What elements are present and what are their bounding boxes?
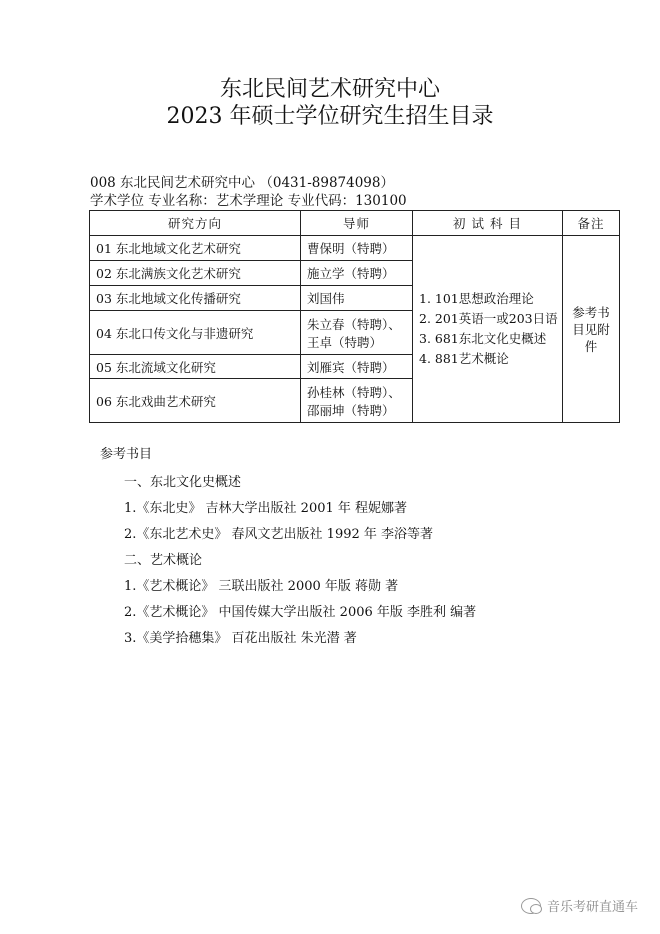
advisor-cell: 朱立春（特聘）、王卓（特聘）	[301, 311, 413, 355]
table-row	[90, 236, 620, 261]
note-cell: 参考书目见附件	[563, 236, 620, 423]
direction-cell: 02 东北满族文化艺术研究	[90, 261, 301, 286]
direction-cell: 05 东北流域文化研究	[90, 355, 301, 379]
exam-subject: 4. 881艺术概论	[419, 351, 509, 366]
direction-cell: 03 东北地域文化传播研究	[90, 286, 301, 311]
header-direction: 研究方向	[90, 211, 301, 236]
exam-subject: 1. 101思想政治理论	[419, 291, 534, 306]
major-info: 学术学位 专业名称：艺术学理论 专业代码：130100	[90, 193, 407, 209]
exam-subjects-cell	[413, 236, 563, 423]
advisor-cell: 刘雁宾（特聘）	[301, 355, 413, 379]
header-advisor: 导师	[301, 211, 413, 236]
header-subjects: 初 试 科 目	[413, 211, 563, 236]
reference-item: 1.《东北史》 吉林大学出版社 2001 年 程妮娜著	[124, 501, 408, 516]
table-header-row	[90, 211, 620, 236]
advisor-cell: 刘国伟	[301, 286, 413, 311]
department-info: 008 东北民间艺术研究中心 （0431-89874098）	[90, 175, 394, 191]
catalog-table	[89, 210, 620, 423]
direction-cell: 01 东北地域文化艺术研究	[90, 236, 301, 261]
reference-section-title: 二、艺术概论	[124, 553, 203, 568]
page-title: 东北民间艺术研究中心	[219, 77, 440, 102]
advisor-cell: 施立学（特聘）	[301, 261, 413, 286]
advisor-cell: 曹保明（特聘）	[301, 236, 413, 261]
reference-item: 2.《东北艺术史》 春风文艺出版社 1992 年 李浴等著	[124, 527, 434, 542]
wechat-icon	[521, 898, 541, 914]
reference-item: 1.《艺术概论》 三联出版社 2000 年版 蒋勋 著	[124, 579, 399, 594]
reference-item: 2.《艺术概论》 中国传媒大学出版社 2006 年版 李胜利 编著	[124, 605, 477, 620]
page-subtitle: 2023 年硕士学位研究生招生目录	[166, 104, 494, 129]
direction-cell: 04 东北口传文化与非遗研究	[90, 311, 301, 355]
exam-subject: 2. 201英语一或203日语	[419, 311, 558, 326]
watermark	[521, 896, 638, 915]
watermark-text: 音乐考研直通车	[546, 900, 638, 915]
exam-subject: 3. 681东北文化史概述	[419, 331, 547, 346]
reference-item: 3.《美学拾穗集》 百花出版社 朱光潜 著	[124, 631, 357, 646]
reference-heading: 参考书目	[100, 447, 153, 462]
reference-list	[100, 446, 476, 656]
advisor-cell: 孙桂林（特聘）、邵丽坤（特聘）	[301, 379, 413, 423]
direction-cell: 06 东北戏曲艺术研究	[90, 379, 301, 423]
reference-section-title: 一、东北文化史概述	[124, 475, 242, 490]
header-note: 备注	[563, 211, 620, 236]
